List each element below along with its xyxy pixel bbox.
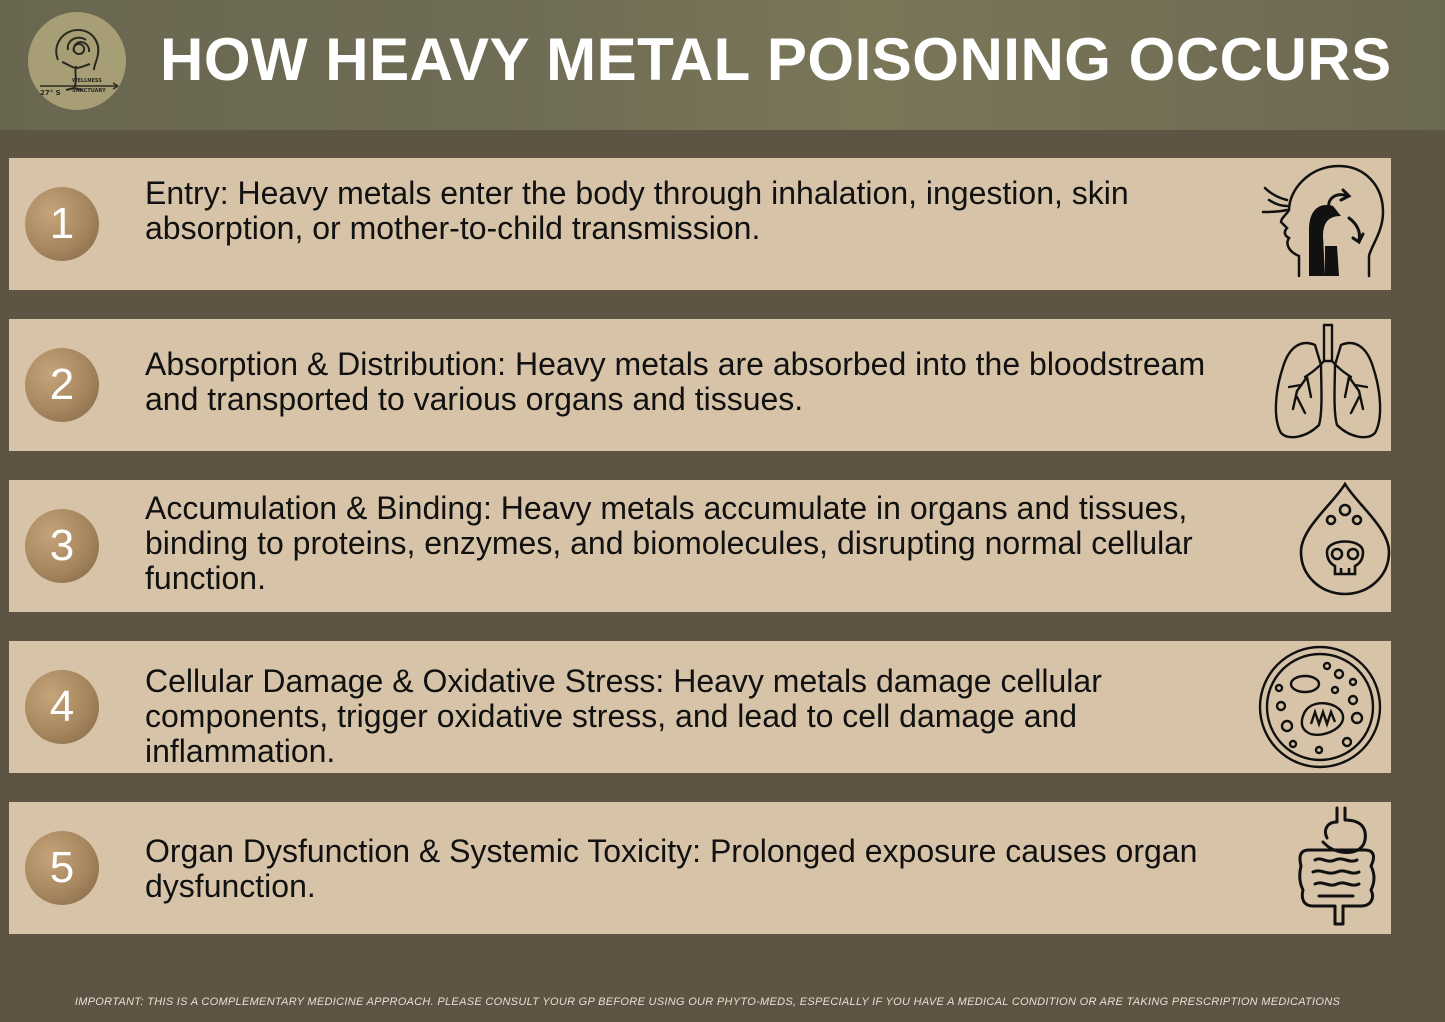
step-description: Organ Dysfunction & Systemic Toxicity: Prolonged exposure causes organ dysfunction. [145, 833, 1198, 904]
step-number-badge: 5 [25, 831, 99, 905]
page-title: HOW HEAVY METAL POISONING OCCURS [160, 26, 1392, 93]
step-number-badge: 1 [25, 187, 99, 261]
step-description: Cellular Damage & Oxidative Stress: Heavy metals damage cellular components, trigger oxidative stress, and lead to cell damage and inflammation. [145, 662, 1102, 769]
wellness-sanctuary-logo [28, 12, 126, 110]
digestive-system-icon [1295, 806, 1379, 928]
step-card-1 [9, 158, 1391, 290]
step-description: Absorption & Distribution: Heavy metals are absorbed into the bloodstream and transported to various organs and tissues. [145, 346, 1206, 417]
header-banner [0, 0, 1445, 130]
step-number-badge: 3 [25, 509, 99, 583]
step-number-badge: 4 [25, 670, 99, 744]
step-description: Entry: Heavy metals enter the body through inhalation, ingestion, skin absorption, or mother-to-child transmission. [145, 175, 1129, 246]
logo-text-bottom: SANCTUARY [72, 88, 106, 94]
step-card-4 [9, 641, 1391, 773]
logo-text-top: WELLNESS [72, 78, 102, 84]
head-breathing-icon [1259, 160, 1385, 284]
step-card-3 [9, 480, 1391, 612]
footer-disclaimer: IMPORTANT: THIS IS A COMPLEMENTARY MEDICINE APPROACH. PLEASE CONSULT YOUR GP BEFORE USING OUR PHYTO-MEDS, ESPECIALLY IF YOU HAVE A MEDICAL CONDITION OR ARE TAKING PRESCRIPTION MEDICATIONS [74, 996, 1341, 1008]
lungs-icon [1271, 321, 1385, 443]
toxic-drop-skull-icon [1293, 480, 1397, 600]
step-number-badge: 2 [25, 348, 99, 422]
step-card-2 [9, 319, 1391, 451]
cell-icon [1257, 644, 1383, 770]
logo-text-left: 27° S [40, 89, 61, 97]
step-card-5 [9, 802, 1391, 934]
step-description: Accumulation & Binding: Heavy metals accumulate in organs and tissues, binding to proteins, enzymes, and biomolecules, disrupting normal cellular function. [145, 489, 1193, 596]
